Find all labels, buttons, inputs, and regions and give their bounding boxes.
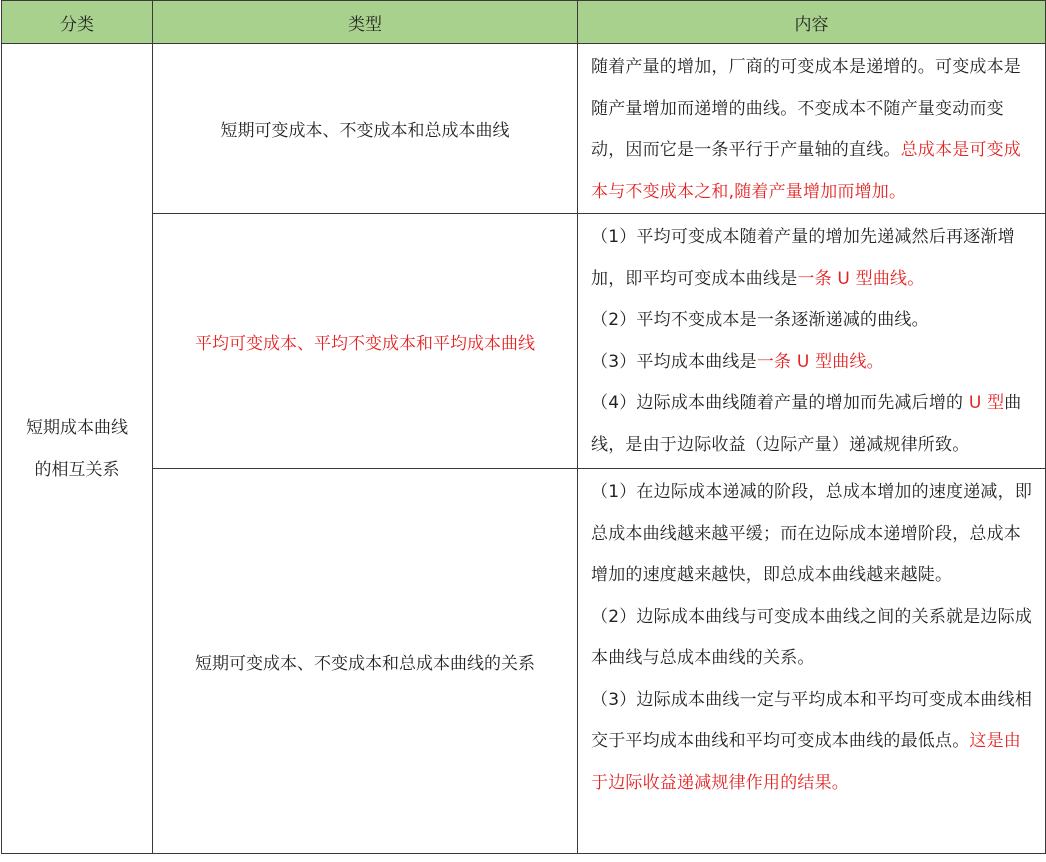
category-cell: [2, 44, 153, 854]
list-item: [591, 342, 1035, 384]
item-highlight: 一条 U 型曲线。: [797, 268, 925, 289]
item-text: （3）平均成本曲线是: [591, 351, 757, 372]
table-row: [2, 469, 1046, 854]
table-row: [2, 44, 1046, 214]
header-type: 类型: [153, 1, 578, 44]
list-item: [591, 217, 1035, 300]
content-cell: [578, 214, 1046, 469]
item-text: （1）在边际成本递减的阶段，总成本增加的速度递减，即总成本曲线越来越平缓；而在边际成本递增阶段，总成本增加的速度越来越快，即总成本曲线越来越陡。: [591, 482, 1033, 585]
header-content: 内容: [578, 1, 1046, 44]
table-row: [2, 214, 1046, 469]
list-item: [591, 597, 1035, 680]
item-text: （4）边际成本曲线随着产量的增加而先减后增的: [591, 393, 964, 413]
cost-curve-table: [1, 0, 1046, 854]
category-line-1: 短期成本曲线: [26, 417, 128, 438]
list-item: [591, 300, 1035, 342]
list-item: [591, 680, 1035, 805]
header-category: 分类: [2, 1, 153, 44]
content-cell: [578, 44, 1046, 214]
item-highlight: 这是由于边际收益递减规律作用的结果。: [591, 731, 1022, 793]
item-text: （2）平均不变成本是一条逐渐递减的曲线。: [591, 310, 929, 330]
item-highlight: 一条 U 型曲线。: [756, 351, 884, 372]
type-cell: 短期可变成本、不变成本和总成本曲线的关系: [153, 469, 578, 854]
item-text: （1）平均可变成本随着产量的增加先递减然后再逐渐增加，即平均可变成本曲线是: [591, 227, 1015, 289]
category-line-2: 的相互关系: [34, 459, 120, 480]
type-cell: 平均可变成本、平均不变成本和平均成本曲线: [153, 214, 578, 469]
item-highlight: U 型: [963, 393, 1005, 413]
item-text: （2）边际成本曲线与可变成本曲线之间的关系就是边际成本曲线与总成本曲线的关系。: [591, 606, 1033, 668]
list-item: [591, 383, 1035, 466]
header-row: [2, 1, 1046, 44]
item-text-tail: 曲线，是由于边际收益（边际产量）递减规律所致。: [591, 393, 1022, 455]
content-highlight: 总成本是可变成本与不变成本之和,随着产量增加而增加。: [591, 140, 1022, 202]
item-text: （3）边际成本曲线一定与平均成本和平均可变成本曲线相交于平均成本曲线和平均可变成本曲线的最低点。: [591, 689, 1033, 751]
content-cell: [578, 469, 1046, 854]
list-item: [591, 472, 1035, 597]
content-text: 随着产量的增加，厂商的可变成本是递增的。可变成本是随产量增加而递增的曲线。不变成本不随产量变动而变动，因而它是一条平行于产量轴的直线。: [591, 57, 1021, 160]
type-cell: 短期可变成本、不变成本和总成本曲线: [153, 44, 578, 214]
